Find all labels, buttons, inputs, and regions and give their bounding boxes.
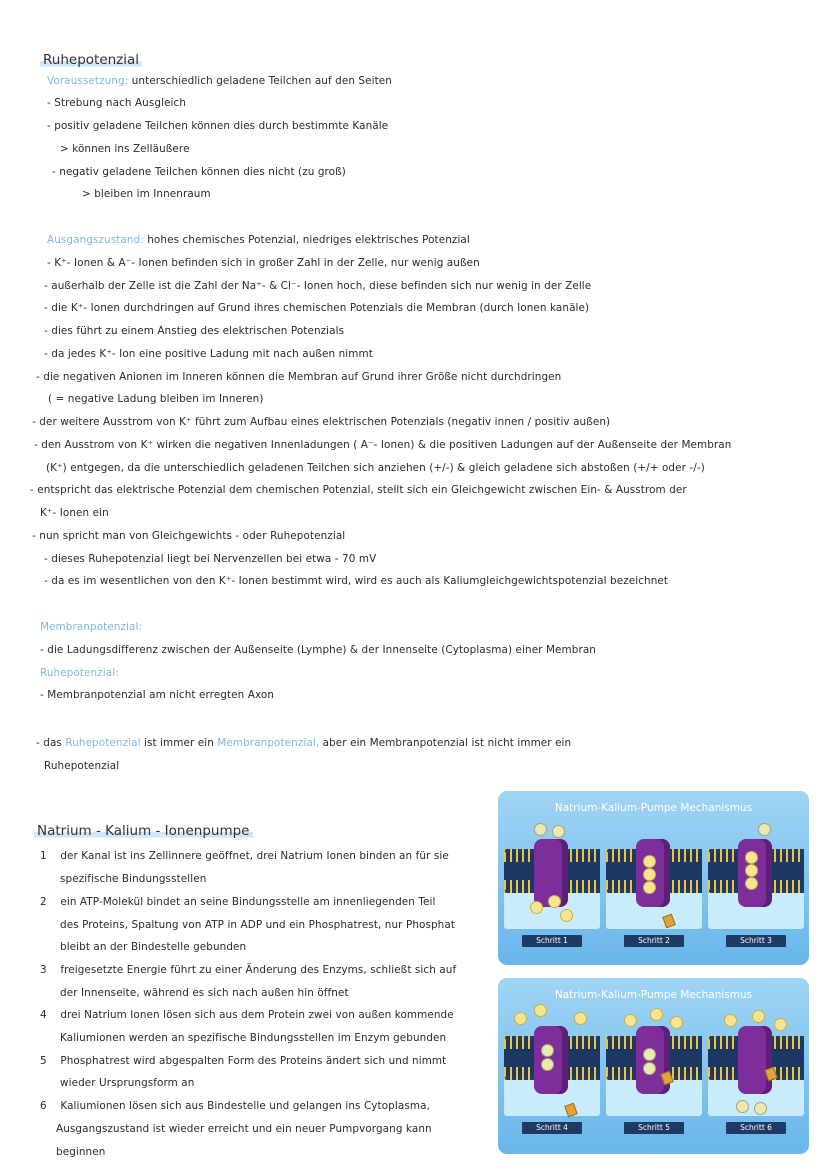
k-ion <box>736 1100 749 1113</box>
step-2-cont: des Proteins, Spaltung von ATP in ADP und ein Phosphatrest, nur Phosphat <box>60 919 456 931</box>
text-line: - die Ladungsdifferenz zwischen der Außenseite (Lymphe) & der Innenseite (Cytoplasma) einer Membran <box>40 644 596 656</box>
diagram-step-1 <box>504 821 600 951</box>
text-line: - die negativen Anionen im Inneren können die Membran auf Grund ihrer Größe nicht durchdringen <box>36 371 562 383</box>
na-ion <box>643 881 656 894</box>
text-line: - die K⁺- Ionen durchdringen auf Grund ihres chemischen Potenzials die Membran (durch Ionen kanäle) <box>44 302 590 314</box>
text-line: - Strebung nach Ausgleich <box>47 97 187 109</box>
step-label: Schritt 5 <box>624 1122 684 1134</box>
step-3-cont: der Innenseite, während es sich nach außen hin öffnet <box>60 987 349 999</box>
na-ion <box>745 864 758 877</box>
na-ion <box>745 851 758 864</box>
pump-figure-panel-1 <box>498 791 809 965</box>
k-ion <box>541 1058 554 1071</box>
ausgangszustand-label: Ausgangszustand: <box>47 234 144 246</box>
diagram-step-6 <box>708 1008 804 1138</box>
text-line: > können ins Zelläußere <box>60 143 190 155</box>
na-ion <box>560 909 573 922</box>
figure-title: Natrium-Kalium-Pumpe Mechanismus <box>554 989 753 1001</box>
step-2-cont: bleibt an der Bindestelle gebunden <box>60 941 247 953</box>
na-ion <box>530 901 543 914</box>
na-ion <box>774 1018 787 1031</box>
step-1-cont: spezifische Bindungsstellen <box>60 873 207 885</box>
na-ion <box>624 1014 637 1027</box>
k-ion <box>758 823 771 836</box>
pump-protein <box>738 1026 772 1094</box>
step-1: 1 der Kanal ist ins Zellinnere geöffnet, drei Natrium Ionen binden an für sie <box>40 850 449 862</box>
text-line: - außerhalb der Zelle ist die Zahl der Na⁺- & Cl⁻- Ionen hoch, diese befinden sich nur wenig in der Zelle <box>44 280 592 292</box>
step-4-cont: Kaliumionen werden an spezifische Bindungsstellen im Enzym gebunden <box>60 1032 447 1044</box>
na-ion <box>745 877 758 890</box>
step-4: 4 drei Natrium Ionen lösen sich aus dem Protein zwei von außen kommende <box>40 1009 454 1021</box>
text-line: - nun spricht man von Gleichgewichts - oder Ruhepotenzial <box>32 530 346 542</box>
k-ion <box>534 823 547 836</box>
diagram-step-4 <box>504 1008 600 1138</box>
step-label: Schritt 3 <box>726 935 786 947</box>
step-label: Schritt 6 <box>726 1122 786 1134</box>
text-line: - da jedes K⁺- Ion eine positive Ladung mit nach außen nimmt <box>44 348 373 360</box>
summary-line: - das Ruhepotenzial ist immer ein Membranpotenzial, aber ein Membranpotenzial ist nicht immer ein <box>36 737 572 749</box>
voraussetzung-line: Voraussetzung: unterschiedlich geladene Teilchen auf den Seiten <box>47 75 392 87</box>
step-5: 5 Phosphatrest wird abgespalten Form des Proteins ändert sich und nimmt <box>40 1055 447 1067</box>
text-line: K⁺- Ionen ein <box>40 507 109 519</box>
step-2: 2 ein ATP-Molekül bindet an seine Bindungsstelle am innenliegenden Teil <box>40 896 436 908</box>
text-line: - entspricht das elektrische Potenzial dem chemischen Potenzial, stellt sich ein Gleichgewicht zwischen Ein- & Ausstrom der <box>30 484 687 496</box>
step-label: Schritt 4 <box>522 1122 582 1134</box>
text-line: - K⁺- Ionen & A⁻- Ionen befinden sich in großer Zahl in der Zelle, nur wenig außen <box>47 257 480 269</box>
step-6-cont: Ausgangszustand ist wieder erreicht und ein neuer Pumpvorgang kann <box>56 1123 432 1135</box>
na-ion <box>574 1012 587 1025</box>
k-ion <box>541 1044 554 1057</box>
step-5-cont: wieder Ursprungsform an <box>60 1077 195 1089</box>
na-ion <box>643 855 656 868</box>
pumpe-heading: Natrium - Kalium - Ionenpumpe <box>34 823 253 839</box>
step-6: 6 Kaliumionen lösen sich aus Bindestelle und gelangen ins Cytoplasma, <box>40 1100 430 1112</box>
text-line: > bleiben im Innenraum <box>82 188 211 200</box>
na-ion <box>650 1008 663 1021</box>
membranpotenzial-label: Membranpotenzial: <box>40 621 143 633</box>
step-6-cont: beginnen <box>56 1146 106 1158</box>
text-line: - Membranpotenzial am nicht erregten Axon <box>40 689 275 701</box>
na-ion <box>724 1014 737 1027</box>
text-line: ( = negative Ladung bleiben im Inneren) <box>48 393 264 405</box>
na-ion <box>534 1004 547 1017</box>
text-line: (K⁺) entgegen, da die unterschiedlich geladenen Teilchen sich anziehen (+/-) & gleich geladene sich abstoßen (+/+ oder -/-) <box>46 462 705 474</box>
na-ion <box>670 1016 683 1029</box>
pump-figure-panel-2 <box>498 978 809 1154</box>
ausgangszustand-line: Ausgangszustand: hohes chemisches Potenzial, niedriges elektrisches Potenzial <box>47 234 470 246</box>
text-line: - dieses Ruhepotenzial liegt bei Nervenzellen bei etwa - 70 mV <box>44 553 377 565</box>
text-line: - der weitere Ausstrom von K⁺ führt zum Aufbau eines elektrischen Potenzials (negativ innen / positiv außen) <box>32 416 611 428</box>
k-ion <box>643 1062 656 1075</box>
na-ion <box>514 1012 527 1025</box>
ruhepotenzial-heading: Ruhepotenzial <box>40 52 142 68</box>
k-ion <box>754 1102 767 1115</box>
diagram-step-5 <box>606 1008 702 1138</box>
text-line: - da es im wesentlichen von den K⁺- Ionen bestimmt wird, wird es auch als Kaliumgleichgewichtspotenzial bezeichnet <box>44 575 669 587</box>
na-ion <box>643 868 656 881</box>
na-ion <box>752 1010 765 1023</box>
text-line: - dies führt zu einem Anstieg des elektrischen Potenzials <box>44 325 345 337</box>
text-line: - positiv geladene Teilchen können dies durch bestimmte Kanäle <box>47 120 389 132</box>
text-line: - negativ geladene Teilchen können dies nicht (zu groß) <box>52 166 346 178</box>
diagram-step-3 <box>708 821 804 951</box>
step-3: 3 freigesetzte Energie führt zu einer Änderung des Enzyms, schließt sich auf <box>40 964 457 976</box>
step-label: Schritt 2 <box>624 935 684 947</box>
step-label: Schritt 1 <box>522 935 582 947</box>
k-ion <box>552 825 565 838</box>
ruhepotenzial-label: Ruhepotenzial: <box>40 667 119 679</box>
text-line: Ruhepotenzial <box>44 760 120 772</box>
voraussetzung-label: Voraussetzung: <box>47 75 129 87</box>
diagram-step-2 <box>606 821 702 951</box>
na-ion <box>548 895 561 908</box>
k-ion <box>643 1048 656 1061</box>
text-line: - den Ausstrom von K⁺ wirken die negativen Innenladungen ( A⁻- Ionen) & die positiven Ladungen auf der Außenseite der Membran <box>34 439 732 451</box>
figure-title: Natrium-Kalium-Pumpe Mechanismus <box>554 802 753 814</box>
